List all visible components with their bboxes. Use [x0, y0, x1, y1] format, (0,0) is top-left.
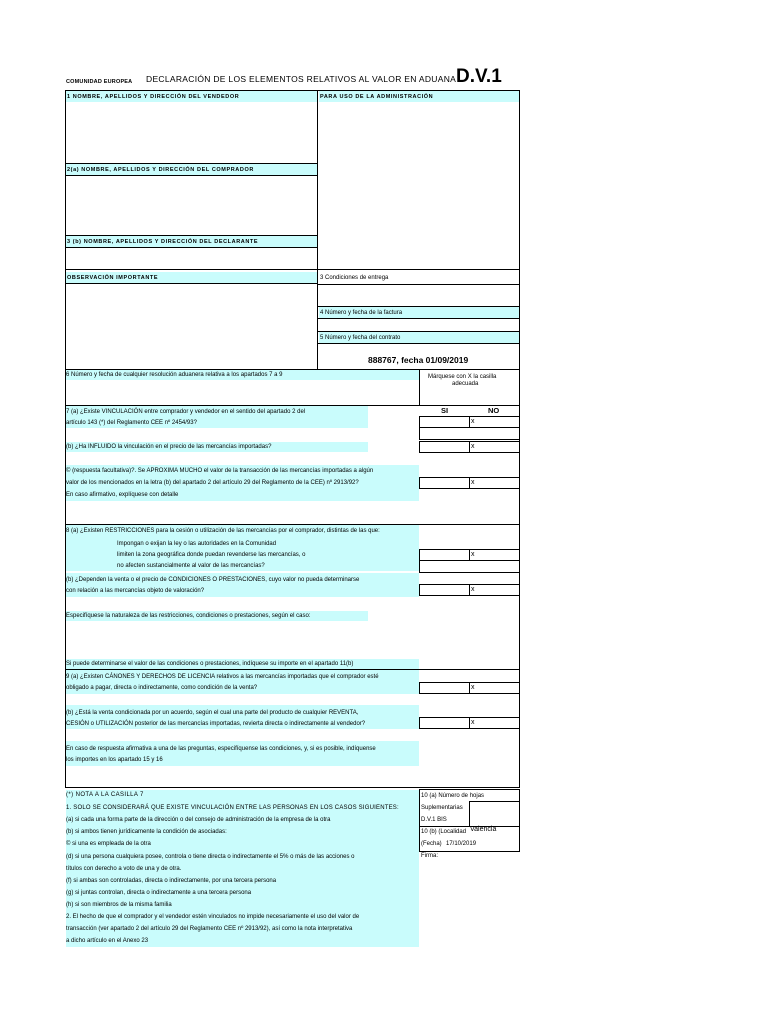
s4-label: 4 Número y fecha de la factura: [320, 310, 403, 316]
line: [469, 682, 470, 694]
mark-hint-2: adecuada: [452, 381, 479, 387]
s10-date-label: (Fecha): [421, 841, 442, 847]
line: [318, 318, 520, 319]
note-l6: títulos con derecho a voto de una y de otra.: [66, 866, 182, 872]
line: [65, 247, 318, 248]
line: [65, 283, 318, 284]
s10a-box[interactable]: [469, 801, 520, 827]
q8a-sub2: limiten la zona geográfica donde puedan revenderse las mercancías, o: [117, 552, 306, 558]
s10-locality: Valencia: [470, 826, 497, 833]
line: [469, 549, 470, 561]
q8b-no-mark: x: [471, 586, 475, 593]
si-header: SI: [441, 406, 449, 415]
mark-hint-1: Márquese con X la casilla: [428, 374, 497, 380]
second-divider: [317, 270, 318, 370]
q7b-label: (b) ¿Ha INFLUIDO la vinculación en el precio de las mercancías importadas?: [66, 444, 272, 450]
q7c-detail: En caso afirmativo, explíquese con detalle: [66, 492, 179, 498]
no-header: NO: [488, 406, 500, 415]
note-l11: transacción (ver apartado 2 del artículo 29 del Reglamento CEE nº 2913/92), así como la nota interpretativa: [66, 926, 353, 932]
line: [469, 477, 470, 489]
s5-value: 888767, fecha 01/09/2019: [368, 355, 469, 365]
q7b-no-mark: x: [471, 443, 475, 450]
q8-specify: Especifíquese la naturaleza de las restricciones, condiciones o prestaciones, según el caso:: [66, 613, 311, 619]
line: [65, 175, 318, 176]
q8a-label: 8 (a) ¿Existen RESTRICCIONES para la cesión o utilización de las mercancías por el comprador, distintas de las que:: [66, 528, 380, 534]
s10b-label: 10 (b) (Localidad: [421, 829, 467, 835]
note-l8: (g) si juntas controlan, directa o indirectamente a una tercera persona: [66, 890, 252, 896]
line: [469, 416, 470, 428]
form-title: DECLARACIÓN DE LOS ELEMENTOS RELATIVOS AL VALOR EN ADUANA: [146, 74, 457, 84]
q9a-no-mark: x: [471, 684, 475, 691]
note-l2: (a) si cada una forma parte de la dirección o del consejo de administración de la empresa de la otra: [66, 817, 331, 823]
note-title: (*) NOTA A LA CASILLA 7: [66, 792, 144, 798]
q9b-no-mark: x: [471, 719, 475, 726]
s3b-label: 3 (b) NOMBRE, APELLIDOS Y DIRECCIÓN DEL DECLARANTE: [67, 239, 259, 245]
line: [419, 370, 420, 406]
line: [469, 584, 470, 596]
q7a-no-mark: x: [471, 418, 475, 425]
obs-label: OBSERVACIÓN IMPORTANTE: [67, 275, 159, 281]
header-community: COMUNIDAD EUROPEA: [66, 79, 133, 85]
q9a-line1: 9 (a) ¿Existen CÁNONES Y DERECHOS DE LICENCIA relativos a las mercancías importadas que el comprador esté: [66, 674, 379, 680]
q7a-line1: 7 (a) ¿Existe VINCULACIÓN entre comprador y vendedor en el sentido del apartado 2 del: [66, 409, 306, 415]
q8a-extra-box: [419, 561, 520, 573]
q9b-line2: CESIÓN o UTILIZACIÓN posterior de las mercancías importadas, revierta directa o indirectamente al vendedor?: [66, 721, 366, 727]
note-l10: 2. El hecho de que el comprador y el vendedor estén vinculados no impide necesariamente el uso del valor de: [66, 914, 360, 920]
line: [419, 789, 520, 790]
admin-label: PARA USO DE LA ADMINISTRACIÓN: [320, 94, 434, 100]
s10-dv: D.V.1 BIS: [421, 817, 447, 823]
q7a-line2: artículo 143 (*) del Reglamento CEE nº 2454/93?: [66, 420, 197, 426]
q8a-sub1: Impongan o exijan la ley o las autoridades en la Comunidad: [117, 541, 277, 547]
s10a-label: 10 (a) Número de hojas: [421, 793, 485, 799]
q8-if-determined: Si puede determinarse el valor de las condiciones o prestaciones, indíquese su importe en el apartado 11(b): [66, 661, 354, 667]
s5-label: 5 Número y fecha del contrato: [320, 335, 401, 341]
line: [318, 343, 520, 344]
note-l12: a dicho artículo en el Anexo 23: [66, 938, 149, 944]
note-l3: (b) si ambos tienen jurídicamente la condición de asociadas:: [66, 829, 227, 835]
s2a-label: 2(a) NOMBRE, APELLIDOS Y DIRECCIÓN DEL COMPRADOR: [67, 167, 254, 173]
line: [469, 717, 470, 729]
s1-label: 1 NOMBRE, APELLIDOS Y DIRECCIÓN DEL VENDEDOR: [67, 94, 240, 100]
q8b-line1: (b) ¿Dependen la venta o el precio de CONDICIONES O PRESTACIONES, cuyo valor no pueda determinarse: [66, 577, 360, 583]
q9b-line1: (b) ¿Está la venta condicionada por un acuerdo, según el cual una parte del producto de cualquier REVENTA,: [66, 710, 359, 716]
q8a-no-mark: x: [471, 551, 475, 558]
s6-label: 6 Número y fecha de cualquier resolución aduanera relativa a los apartados 7 a 9: [66, 372, 283, 378]
s10-sign: Firma:: [421, 853, 438, 859]
q7c-no-mark: x: [471, 479, 475, 486]
q9a-line2: obligado a pagar, directa o indirectamente, como condición de la venta?: [66, 685, 258, 691]
q7c-line1: © (respuesta facultativa)?. Se APROXIMA MUCHO el valor de la transacción de las mercancías importadas a algún: [66, 468, 374, 474]
q9c-line1: En caso de respuesta afirmativa a una de las preguntas, especifíquense las condiciones, y, si es posible, indíquense: [66, 746, 376, 752]
form-code: D.V.1: [456, 66, 502, 87]
note-l7: (f) si ambas son controladas, directa o indirectamente, por una tercera persona: [66, 878, 277, 884]
top-divider: [317, 90, 318, 270]
line: [469, 441, 470, 453]
q7a-extra-box: [419, 428, 520, 440]
note-l9: (h) si son miembros de la misma familia: [66, 902, 172, 908]
s10-suppl: Suplementarias: [421, 805, 463, 811]
line: [318, 284, 520, 285]
q9c-line2: los importes en los apartado 15 y 16: [66, 757, 163, 763]
line: [419, 789, 420, 851]
s10-date: 17/10/2019: [446, 841, 477, 847]
s3-label: 3 Condiciones de entrega: [320, 275, 389, 281]
q7c-line2: valor de los mencionados en la letra (b) del apartado 2 del artículo 29 del Reglamento de la CEE) nº 2913/92?: [66, 480, 359, 486]
note-l5: (d) si una persona cualquiera posee, controla o tiene directa o indirectamente el 5% o más de las acciones o: [66, 854, 355, 860]
note-l4: © si una es empleada de la otra: [66, 841, 151, 847]
note-l1: 1. SOLO SE CONSIDERARÁ QUE EXISTE VINCULACIÓN ENTRE LAS PERSONAS EN LOS CASOS SIGUIENTES:: [66, 805, 399, 811]
q8b-line2: con relación a las mercancías objeto de valoración?: [66, 588, 205, 594]
q8a-sub3: no afecten sustancialmente al valor de las mercancías?: [117, 563, 265, 569]
